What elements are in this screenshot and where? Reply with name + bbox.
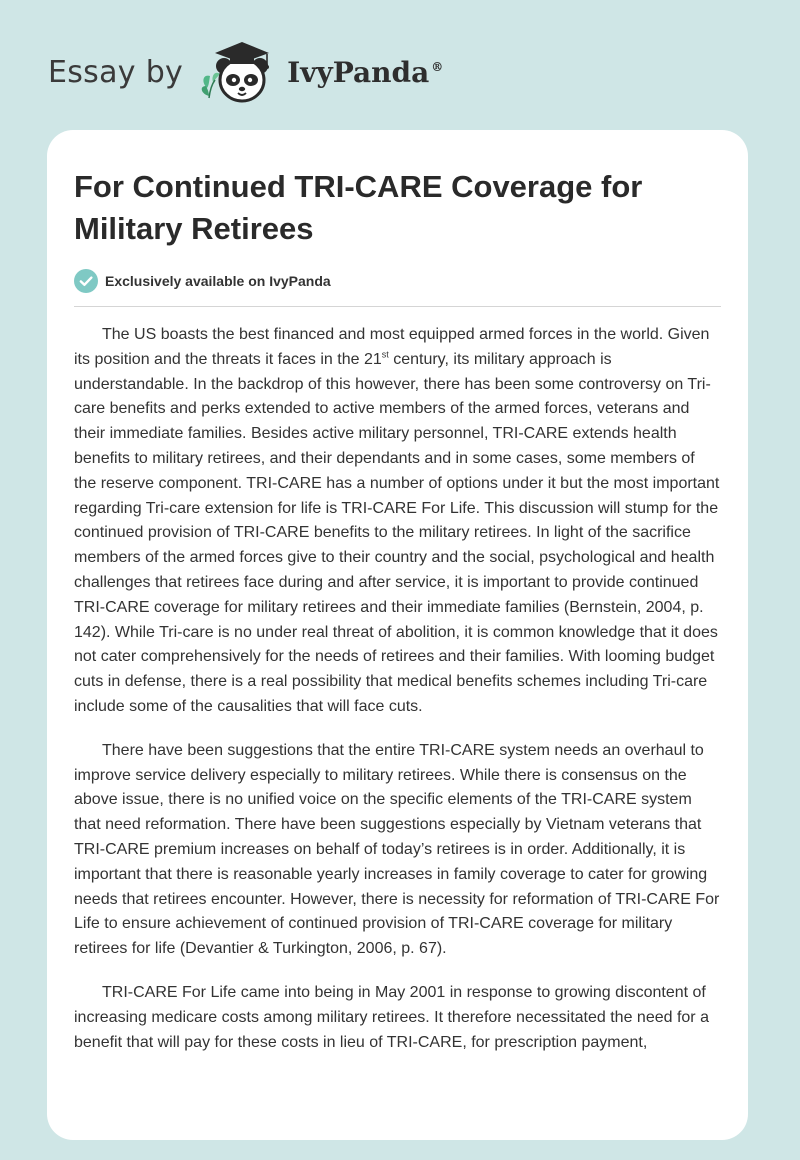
essay-card <box>47 130 748 1140</box>
divider <box>74 306 721 307</box>
exclusive-label: Exclusively available on IvyPanda <box>105 273 331 289</box>
brand-name <box>287 56 443 89</box>
essay-paragraph: There have been suggestions that the entire TRI-CARE system needs an overhaul to improve service delivery especially to military retirees. While there is consensus on the above issue, there is no unified voice on the specific elements of the TRI-CARE system that need reformation. There have been suggestions especially by Vietnam veterans that TRI-CARE premium increases on behalf of today’s retirees is in order. Additionally, it is important that there is reasonable yearly increases in family coverage to cater for growing needs that retirees encounter. However, there is necessity for reformation of TRI-CARE For Life to ensure achievement of continued provision of TRI-CARE coverage for military retirees for life (Devantier & Turkington, 2006, p. 67). <box>74 741 720 958</box>
brand-name-text: IvyPanda <box>287 55 430 89</box>
check-badge-icon <box>74 269 98 293</box>
panda-graduate-icon <box>197 36 281 108</box>
registered-mark: ® <box>431 60 444 75</box>
brand-prefix: Essay by <box>48 54 184 90</box>
paragraph-text: The US boasts the best financed and most equipped armed forces in the world. Given its position and the threats it faces in the 21 <box>74 326 710 368</box>
essay-title: For Continued TRI-CARE Coverage for Military Retirees <box>74 169 643 246</box>
exclusive-badge <box>74 268 721 294</box>
superscript: st <box>381 349 389 360</box>
essay-paragraph: TRI-CARE For Life came into being in May 2001 in response to growing discontent of increasing medicare costs among military retirees. It therefore necessitated the need for a benefit that will pay for these costs in lieu of TRI-CARE, for prescription payment, <box>74 983 709 1051</box>
essay-paragraph <box>74 323 721 720</box>
brand-header[interactable] <box>48 36 443 108</box>
paragraph-text: century, its military approach is understandable. In the backdrop of this however, there has been some controversy on Tri-care benefits and perks extended to active members of the armed forces, veterans and their immediate families. Besides active military personnel, TRI-CARE extends health benefits to military retirees, and their dependants and in some cases, some members of the reserve component. TRI-CARE has a number of options under it but the most important regarding Tri-care extension for life is TRI-CARE For Life. This discussion will stump for the continued provision of TRI-CARE benefits to the military retirees. In light of the sacrifice members of the armed forces give to their country and the social, psychological and health challenges that retirees face during and after service, it is important to provide continued TRI-CARE coverage for military retirees and their immediate families (Bernstein, 2004, p. 142). While Tri-care is no under real threat of abolition, it is common knowledge that it does not cater comprehensively for the needs of retirees and their families. With looming budget cuts in defense, there is a real possibility that medical benefits schemes including Tri-care include some of the causalities that will face cuts. <box>74 350 720 715</box>
